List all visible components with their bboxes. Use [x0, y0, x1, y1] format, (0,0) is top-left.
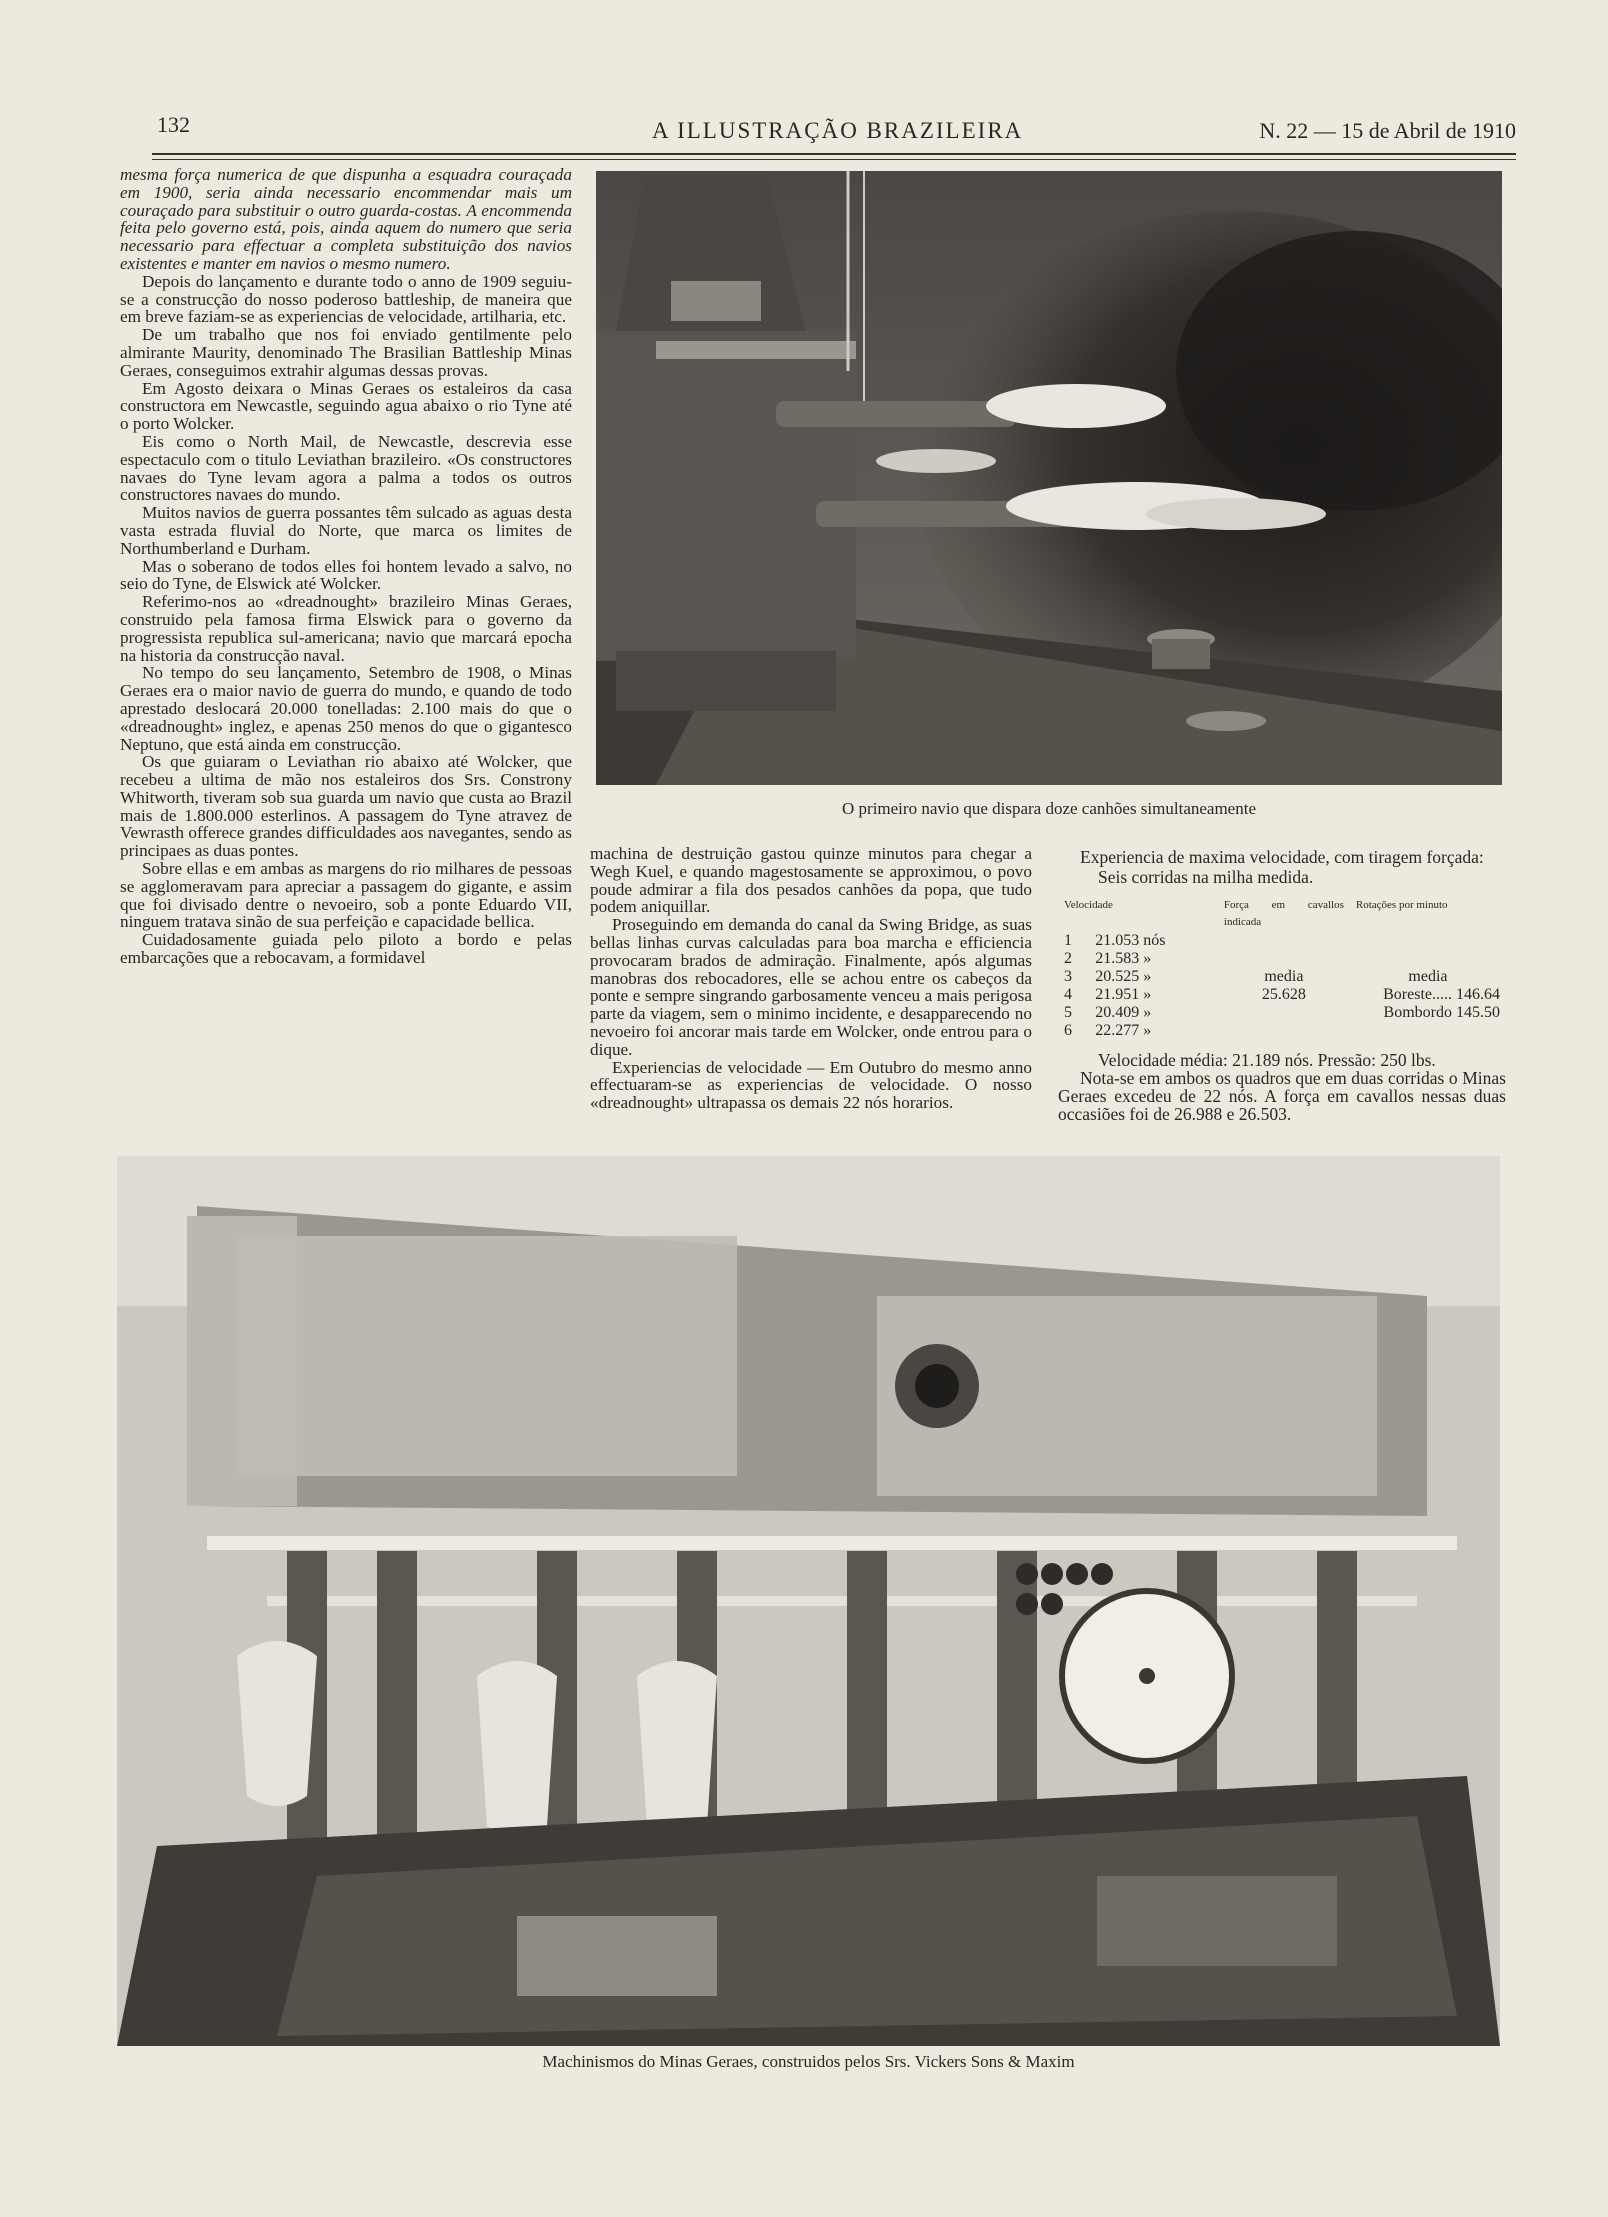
paragraph: No tempo do seu lançamento, Setembro de 1908, o Minas Geraes era o maior navio de guerra do mundo, e quando de todo aprestado deslocará 20.000 tonelladas: 2.100 mais do que o «dreadnought» inglez, e apenas 250 menos do que o gigantesco Neptuno, que está ainda em construcção. — [120, 663, 572, 754]
paragraph: machina de destruição gastou quinze minutos para chegar a Wegh Kuel, e quando magestosamente se approximou, o povo poude admirar a fila dos pesados canhões da popa, que tudo podem aniquillar. — [590, 844, 1032, 917]
page-header — [152, 104, 1516, 148]
left-column — [120, 166, 572, 967]
engine-machinery-photo — [117, 1156, 1500, 2046]
table-intro: Experiencia de maxima velocidade, com tiragem forçada: — [1080, 847, 1484, 867]
paragraph: Os que guiaram o Leviathan rio abaixo até Wolcker, que recebeu a ultima de mão nos estaleiros dos Srs. Constrony Whitworth, tiveram sob sua guarda um navio que custa ao Brazil mais de 1.800.000 esterlinos. A passagem do Tyne atravez de Vewrasth offerece grandes difficuldades aos navegantes, sendo as principaes as duas pontes. — [120, 752, 572, 861]
masthead: A ILLUSTRAÇÃO BRAZILEIRA — [652, 118, 1024, 143]
paragraph: Em Agosto deixara o Minas Geraes os estaleiros da casa constructora em Newcastle, seguindo agua abaixo o rio Tyne até o porto Wolcker. — [120, 378, 572, 434]
table-row: 3 20.525 » media media — [1058, 968, 1506, 986]
header-rotations: Rotações por minuto — [1355, 898, 1448, 911]
paragraph: Cuidadosamente guiada pelo piloto a bordo e pelas embarcações que a rebocavam, a formidavel — [120, 930, 572, 968]
table-row: 2 21.583 » — [1064, 950, 1152, 968]
header-hp: Força em cavallos indicada — [1223, 898, 1344, 929]
paragraph: Depois do lançamento e durante todo o anno de 1909 seguiu-se a construcção do nosso poderoso battleship, de maneira que em breve faziam-se as experiencias de velocidade, artilharia, etc. — [120, 271, 572, 327]
engine-illustration — [117, 1156, 1500, 2046]
page-number: 132 — [157, 112, 190, 137]
paragraph: Referimo-nos ao «dreadnought» brazileiro Minas Geraes, construido pela famosa firma Elswick para o governo da progressista republica sul-americana; navio que marcará epocha na historia da construcção naval. — [120, 592, 572, 665]
header-speed: Velocidade — [1064, 898, 1113, 911]
paragraph: Experiencias de velocidade — Em Outubro do mesmo anno effectuaram-se as experiencias de velocidade. O nosso «dreadnought» ultrapassa os demais 22 nós horarios. — [590, 1057, 1032, 1113]
paragraph: Eis como o North Mail, de Newcastle, descrevia esse espectaculo com o titulo Leviathan brazileiro. «Os constructores navaes do Tyne levam agora a palma a todos os outros constructores navaes do mundo. — [120, 431, 572, 505]
header-rule-thin — [152, 159, 1516, 160]
top-photo-caption: O primeiro navio que dispara doze canhões simultaneamente — [842, 799, 1256, 818]
hp-media-label: media — [1264, 968, 1304, 986]
right-column — [1058, 849, 1506, 1123]
table-subtitle: Seis corridas na milha medida. — [1098, 866, 1314, 887]
speed-note: Nota-se em ambos os quadros que em duas corridas o Minas Geraes excedeu de 22 nós. A força em cavallos nessas duas occasiões foi de 26.988 e 26.503. — [1058, 1067, 1506, 1124]
bottom-photo-caption: Machinismos do Minas Geraes, construidos pelos Srs. Vickers Sons & Maxim — [542, 2052, 1075, 2071]
paragraph: Mas o soberano de todos elles foi hontem levado a salvo, no seio do Tyne, de Elswick até Wolcker. — [120, 556, 572, 594]
rot-port: Bombordo 145.50 — [1383, 1004, 1500, 1022]
paragraph: Proseguindo em demanda do canal da Swing Bridge, as suas bellas linhas curvas calculadas para boa marcha e efficiencia provocaram brados de admiração. Finalmente, após algumas manobras dos rebocadores, elle se achou entre os cabeços da ponte e sempre singrando garbosamente venceu a mais perigosa parte da viagem, sem o minimo incidente, e desapparecendo no nevoeiro foi ancorar mais tarde em Wolcker, onde entrou para o dique. — [590, 915, 1032, 1059]
header-rule — [152, 153, 1516, 155]
paragraph: De um trabalho que nos foi enviado gentilmente pelo almirante Maurity, denominado The Brasilian Battleship Minas Geraes, conseguimos extrahir algumas dessas provas. — [120, 325, 572, 380]
battleship-firing-photo — [596, 171, 1502, 785]
rot-starboard: Boreste..... 146.64 — [1383, 986, 1500, 1004]
battleship-illustration — [596, 171, 1502, 785]
hp-media-value: 25.628 — [1261, 986, 1306, 1004]
paragraph: Muitos navios de guerra possantes têm sulcado as aguas desta vasta estrada fluvial do Norte, que marca os limites de Northumberland e Durham. — [120, 503, 572, 558]
speed-trial-table — [1058, 897, 1506, 1041]
speed-summary: Velocidade média: 21.189 nós. Pressão: 250 lbs. — [1098, 1050, 1436, 1071]
issue-line: N. 22 — 15 de Abril de 1910 — [1259, 118, 1516, 143]
rot-media-label: media — [1408, 968, 1448, 986]
table-row: 1 21.053 nós — [1064, 932, 1166, 950]
paragraph: mesma força numerica de que dispunha a esquadra couraçada em 1900, seria ainda necessario encommendar mais um couraçado para substituir o outro guarda-costas. A encommenda feita pelo governo está, pois, ainda aquem do numero que seria necessario para effectuar a completa substituição dos navios existentes e manter em navios o mesmo numero. — [120, 165, 572, 273]
table-row: 6 22.277 » — [1064, 1022, 1152, 1040]
table-row: 5 20.409 » Bombordo 145.50 — [1058, 1004, 1506, 1022]
middle-column — [590, 845, 1032, 1112]
paragraph: Sobre ellas e em ambas as margens do rio milhares de pessoas se agglomeravam para apreciar a passagem do gigante, e assim que foi divisado dentre o nevoeiro, sob a ponte Eduardo VII, ninguem tratava sinão de sua perfeição e capacidade bellica. — [120, 859, 572, 932]
table-row: 4 21.951 » 25.628 Boreste..... 146.64 — [1058, 986, 1506, 1004]
